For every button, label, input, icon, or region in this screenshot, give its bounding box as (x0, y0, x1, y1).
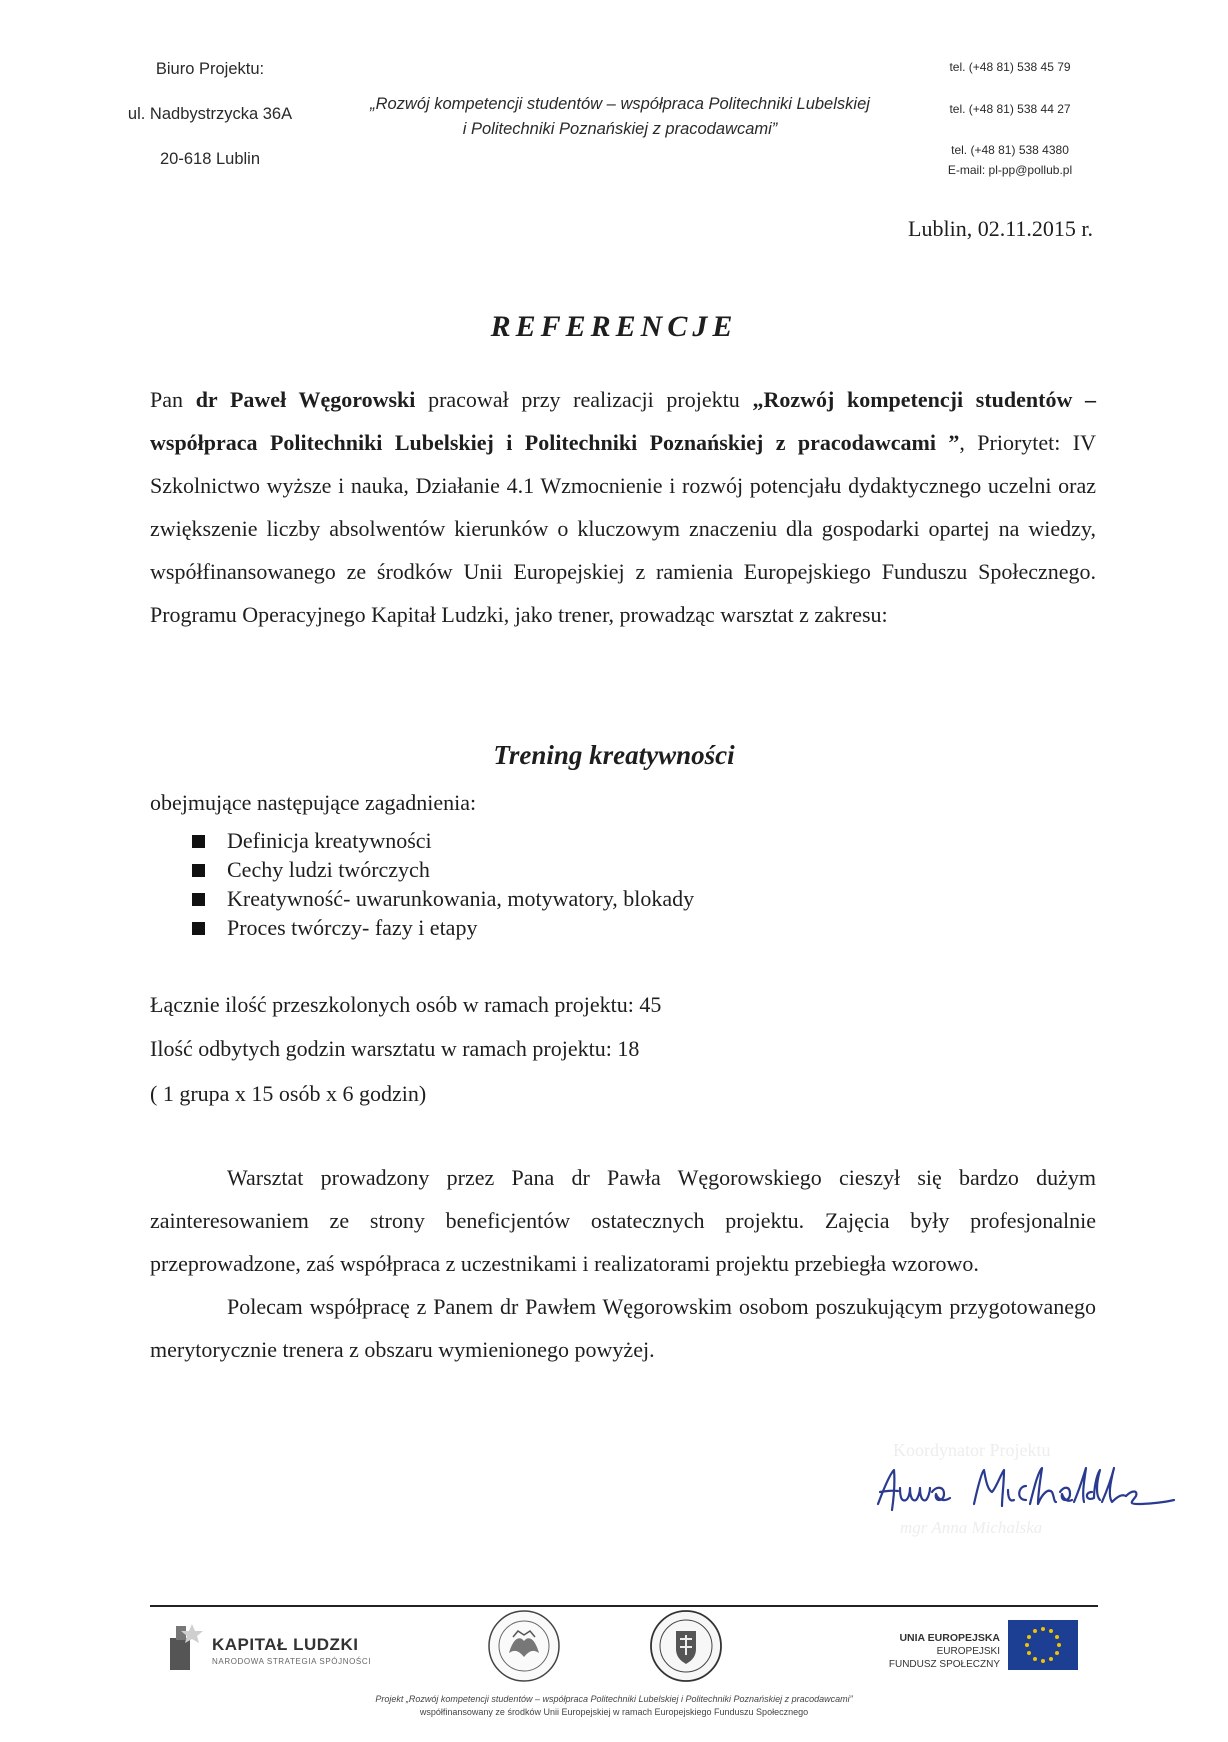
phone-1: tel. (+48 81) 538 45 79 (949, 60, 1071, 74)
project-header-line2: i Politechniki Poznańskiej z pracodawcami” (462, 120, 778, 138)
kl-subtitle: NARODOWA STRATEGIA SPÓJNOŚCI (212, 1657, 372, 1666)
list-item (192, 826, 694, 855)
document-title: REFERENCJE (490, 310, 738, 343)
ue-line2: EUROPEJSKI (936, 1646, 1000, 1657)
person-name: dr Paweł Węgorowski (195, 387, 416, 412)
ue-line1: UNIA EUROPEJSKA (899, 1632, 1000, 1644)
handwritten-signature (870, 1462, 1190, 1522)
kapital-ludzki-logo-icon (168, 1620, 208, 1672)
worked-text: pracował przy realizacji projektu (428, 387, 740, 412)
list-item (192, 855, 694, 884)
university-seal-icon (487, 1609, 561, 1683)
office-street: ul. Nadbystrzycka 36A (127, 105, 293, 123)
square-bullet-icon (192, 835, 205, 848)
project-header-line1: „Rozwój kompetencji studentów – współpraca Politechniki Lubelskiej (370, 95, 870, 113)
polytechnic-seal-icon (649, 1609, 723, 1683)
list-item (192, 884, 694, 913)
ue-line3: FUNDUSZ SPOŁECZNY (888, 1659, 1000, 1670)
topic-text: Cechy ludzi twórczych (227, 857, 430, 882)
list-item (192, 913, 694, 942)
kl-title: KAPITAŁ LUDZKI (212, 1635, 359, 1654)
signature-printed-name: mgr Anna Michalska (900, 1518, 1043, 1537)
phone-3: tel. (+48 81) 538 4380 (951, 143, 1069, 157)
topics-intro: obejmujące następujące zagadnienia: (150, 790, 477, 815)
paragraph-rest: , Priorytet: IV Szkolnictwo wyższe i nauka, Działanie 4.1 Wzmocnienie i rozwój potencjału dydaktycznego uczelni oraz zwiększenie liczby absolwentów kierunków o kluczowym znaczeniu dla gospodarki opartej na wiedzy, współfinansowanego ze środków Unii Europejskiej z ramienia Europejskiego Funduszu Społecznego. Programu Operacyjnego Kapitał Ludzki, jako trener, prowadząc warsztat z zakresu: (150, 430, 1096, 627)
square-bullet-icon (192, 864, 205, 877)
closing-paragraph-1: Warsztat prowadzony przez Pana dr Pawła Węgorowskiego cieszył się bardzo dużym zainteresowaniem ze strony beneficjentów ostatecznych projektu. Zajęcia były profesjonalnie przeprowadzone, zaś współpraca z uczestnikami i realizatorami projektu przebiegła wzorowo. (150, 1165, 1096, 1276)
kapital-ludzki-text (212, 1635, 371, 1666)
footer-divider (150, 1605, 1098, 1607)
eu-flag-icon (1008, 1620, 1078, 1670)
office-address (110, 58, 310, 193)
office-city: 20-618 Lublin (160, 150, 260, 168)
square-bullet-icon (192, 893, 205, 906)
closing-paragraph-2: Polecam współpracę z Panem dr Pawłem Węgorowskim osobom poszukującym przygotowanego merytorycznie trenera z obszaru wymienionego powyżej. (150, 1294, 1096, 1362)
eu-text (850, 1632, 1000, 1671)
topics-list (192, 826, 694, 942)
signature-role: Koordynator Projektu (893, 1440, 1051, 1460)
salutation: Pan (150, 387, 183, 412)
phone-2: tel. (+48 81) 538 44 27 (949, 102, 1071, 116)
project-title: „Rozwój kompetencji studentów – współpraca Politechniki Lubelskiej i Politechniki Poznańskiej z pracodawcami ” (150, 387, 1097, 455)
topic-text: Definicja kreatywności (227, 828, 432, 853)
topic-text: Kreatywność- uwarunkowania, motywatory, blokady (227, 886, 695, 911)
stat-trained: Łącznie ilość przeszkolonych osób w ramach projektu: 45 (150, 992, 662, 1017)
stat-breakdown: ( 1 grupa x 15 osób x 6 godzin) (150, 1081, 427, 1106)
footer-note-line2: współfinansowany ze środków Unii Europejskiej w ramach Europejskiego Funduszu Społecznego (419, 1707, 809, 1717)
topic-text: Proces twórczy- fazy i etapy (227, 915, 478, 940)
workshop-title: Trening kreatywności (493, 740, 735, 770)
square-bullet-icon (192, 922, 205, 935)
stat-hours: Ilość odbytych godzin warsztatu w ramach projektu: 18 (150, 1036, 640, 1061)
email: E-mail: pl-pp@pollub.pl (947, 163, 1073, 177)
letter-date: Lublin, 02.11.2015 r. (908, 216, 1093, 241)
office-label: Biuro Projektu: (155, 60, 265, 78)
footer-note-line1: Projekt „Rozwój kompetencji studentów – współpraca Politechniki Lubelskiej i Politechniki Poznańskiej z pracodawcami” (375, 1694, 853, 1704)
main-paragraph (150, 378, 1096, 636)
project-name-header (340, 92, 900, 142)
footer-note (0, 1693, 1228, 1719)
